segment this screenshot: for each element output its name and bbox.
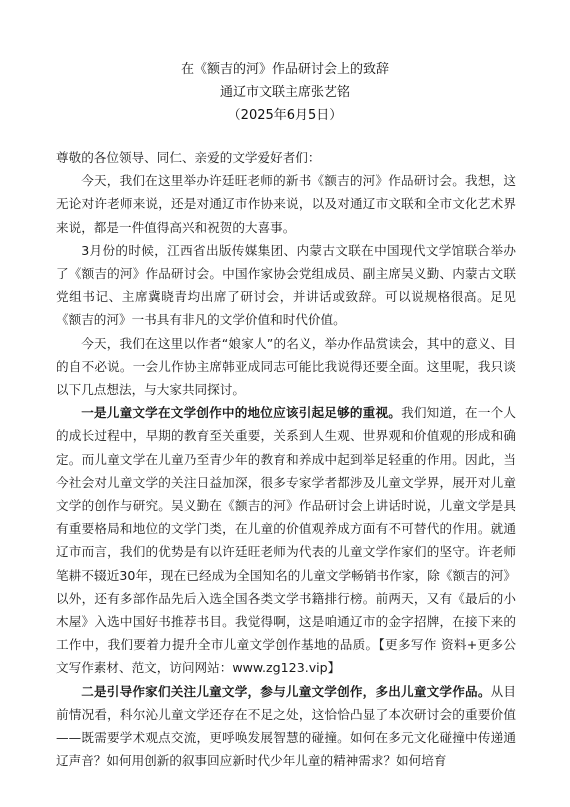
salutation: 尊敬的各位领导、同仁、亲爱的文学爱好者们： — [56, 150, 321, 165]
paragraph-5 — [56, 680, 516, 773]
document-body — [56, 146, 516, 772]
paragraph-2: 3月份的时候，江西省出版传媒集团、内蒙古文联在中国现代文学馆联合举办了《额吉的河》作品研讨会。中国作家协会党组成员、副主席吴义勤、内蒙古文联党组书记、主席冀晓青均出席了研讨会，并讲话或致辞。可以说规格很高。足见《额吉的河》一书具有非凡的文学价值和时代价值。 — [56, 242, 516, 328]
paragraph-4 — [56, 401, 516, 679]
paragraph-3: 今天，我们在这里以作者“娘家人”的名义，举办作品赏读会，其中的意义、目的自不必说。一会儿作协主席韩亚成同志可能比我说得还要全面。这里呢，我只谈以下几点想法，与大家共同探讨。 — [56, 335, 516, 398]
document-header — [0, 58, 570, 127]
document-author: 通辽市文联主席张艺铭 — [219, 85, 350, 100]
paragraph-5-lead: 二是引导作家们关注儿童文学，参与儿童文学创作，多出儿童文学作品。 — [81, 683, 491, 699]
paragraph-4-lead: 一是儿童文学在文学创作中的地位应该引起足够的重视。 — [81, 405, 402, 421]
paragraph-4-text: 我们知道，在一个人的成长过程中，早期的教育至关重要，关系到人生观、世界观和价值观的形成和确定。而儿童文学在儿童乃至青少年的教育和养成中起到举足轻重的作用。因此，当今社会对儿童文学的关注日益加深，很多专家学者都涉及儿童文学界，展开对儿童文学的创作与研究。吴义勤在《额吉的河》作品研讨会上讲话时说，儿童文学是具有重要格局和地位的文学门类，在儿童的价值观养成方面有不可替代的作用。就通辽市而言，我们的优势是有以许廷旺老师为代表的儿童文学作家们的坚守。许老师笔耕不辍近30年，现在已经成为全国知名的儿童文学畅销书作家，除《额吉的河》以外，还有多部作品先后入选全国各类文学书籍排行榜。前两天，又有《最后的小木屋》入选中国好书推荐书目。我觉得啊，这是咱通辽市的金字招牌，在接下来的工作中，我们要着力提升全市儿童文学创作基地的品质。【更多写作 资料+更多公文写作素材、范文，访问网站：www.zg123.vip】 — [56, 405, 517, 676]
paragraph-1: 今天，我们在这里举办许廷旺老师的新书《额吉的河》作品研讨会。我想，这无论对许老师来说，还是对通辽市作协来说，以及对通辽市文联和全市文化艺术界来说，都是一件值得高兴和祝贺的大喜事。 — [56, 173, 516, 235]
document-title: 在《额吉的河》作品研讨会上的致辞 — [180, 62, 389, 77]
paragraph-5-text: 从目前情况看，科尔沁儿童文学还存在不足之处，这恰恰凸显了本次研讨会的重要价值——既需要学术观点交流，更呼唤发展智慧的碰撞。如何在多元文化碰撞中传递通辽声音？如何用创新的叙事回应新时代少年儿童的精神需求？如何培育 — [56, 683, 517, 769]
document-date: （2025年6月5日） — [227, 108, 343, 123]
